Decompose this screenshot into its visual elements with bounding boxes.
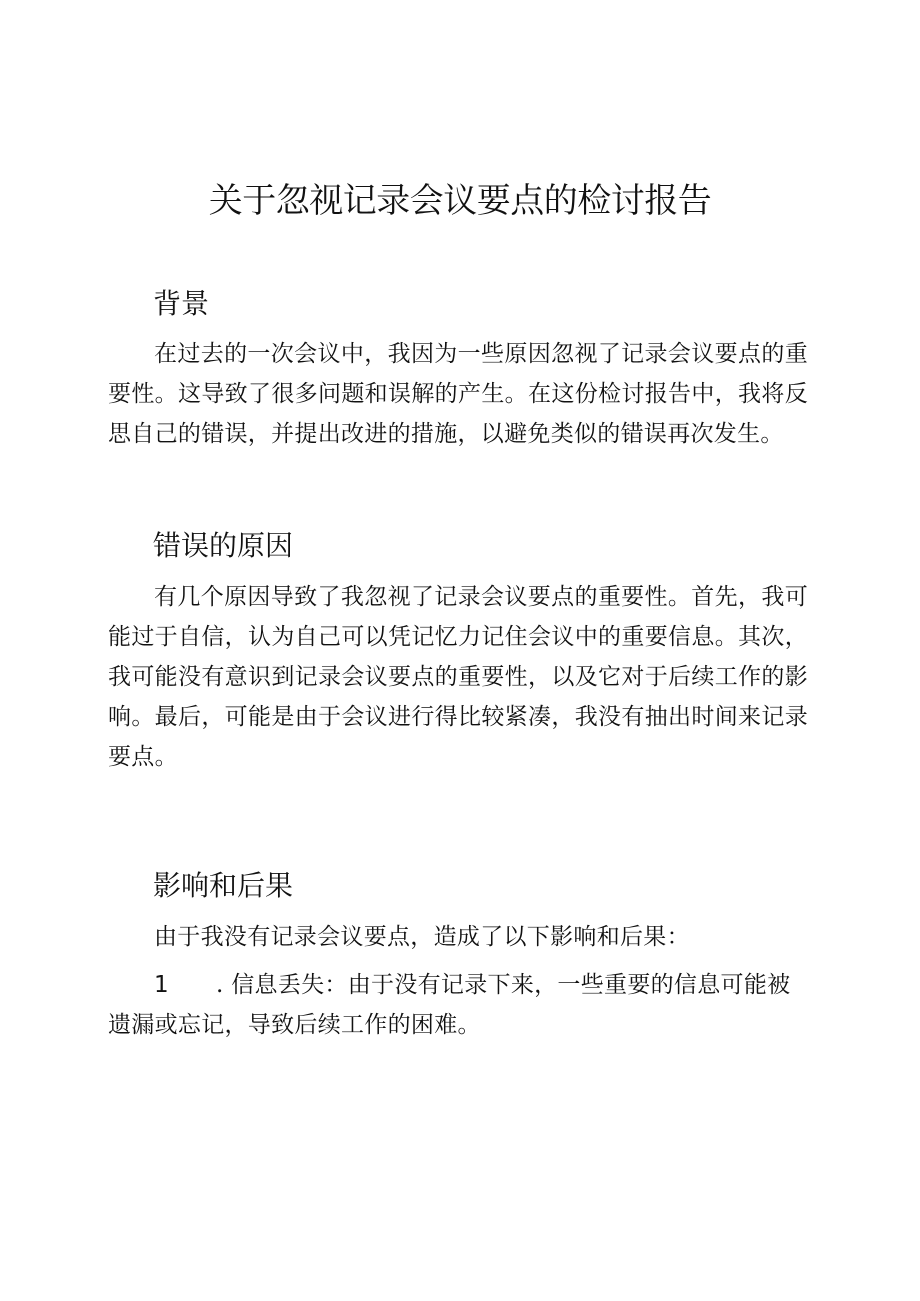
list-item-text: . 信息丢失：由于没有记录下来，一些重要的信息可能被遗漏或忘记，导致后续工作的困难。 — [108, 972, 791, 1038]
document-title: 关于忽视记录会议要点的检讨报告 — [208, 181, 712, 221]
list-item-number: 1 — [154, 972, 169, 998]
section-heading-impact: 影响和后果 — [153, 869, 294, 902]
section-heading-causes: 错误的原因 — [153, 529, 294, 562]
list-item — [108, 965, 808, 1045]
section-paragraph-background: 在过去的一次会议中，我因为一些原因忽视了记录会议要点的重要性。这导致了很多问题和误解的产生。在这份检讨报告中，我将反思自己的错误，并提出改进的措施，以避免类似的错误再次发生。 — [108, 341, 808, 447]
section-paragraph-impact: 由于我没有记录会议要点，造成了以下影响和后果： — [154, 924, 690, 950]
section-heading-background: 背景 — [153, 287, 210, 320]
section-paragraph-causes: 有几个原因导致了我忽视了记录会议要点的重要性。首先，我可能过于自信，认为自己可以凭记忆力记住会议中的重要信息。其次，我可能没有意识到记录会议要点的重要性，以及它对于后续工作的影响。最后，可能是由于会议进行得比较紧凑，我没有抽出时间来记录要点。 — [108, 584, 808, 770]
